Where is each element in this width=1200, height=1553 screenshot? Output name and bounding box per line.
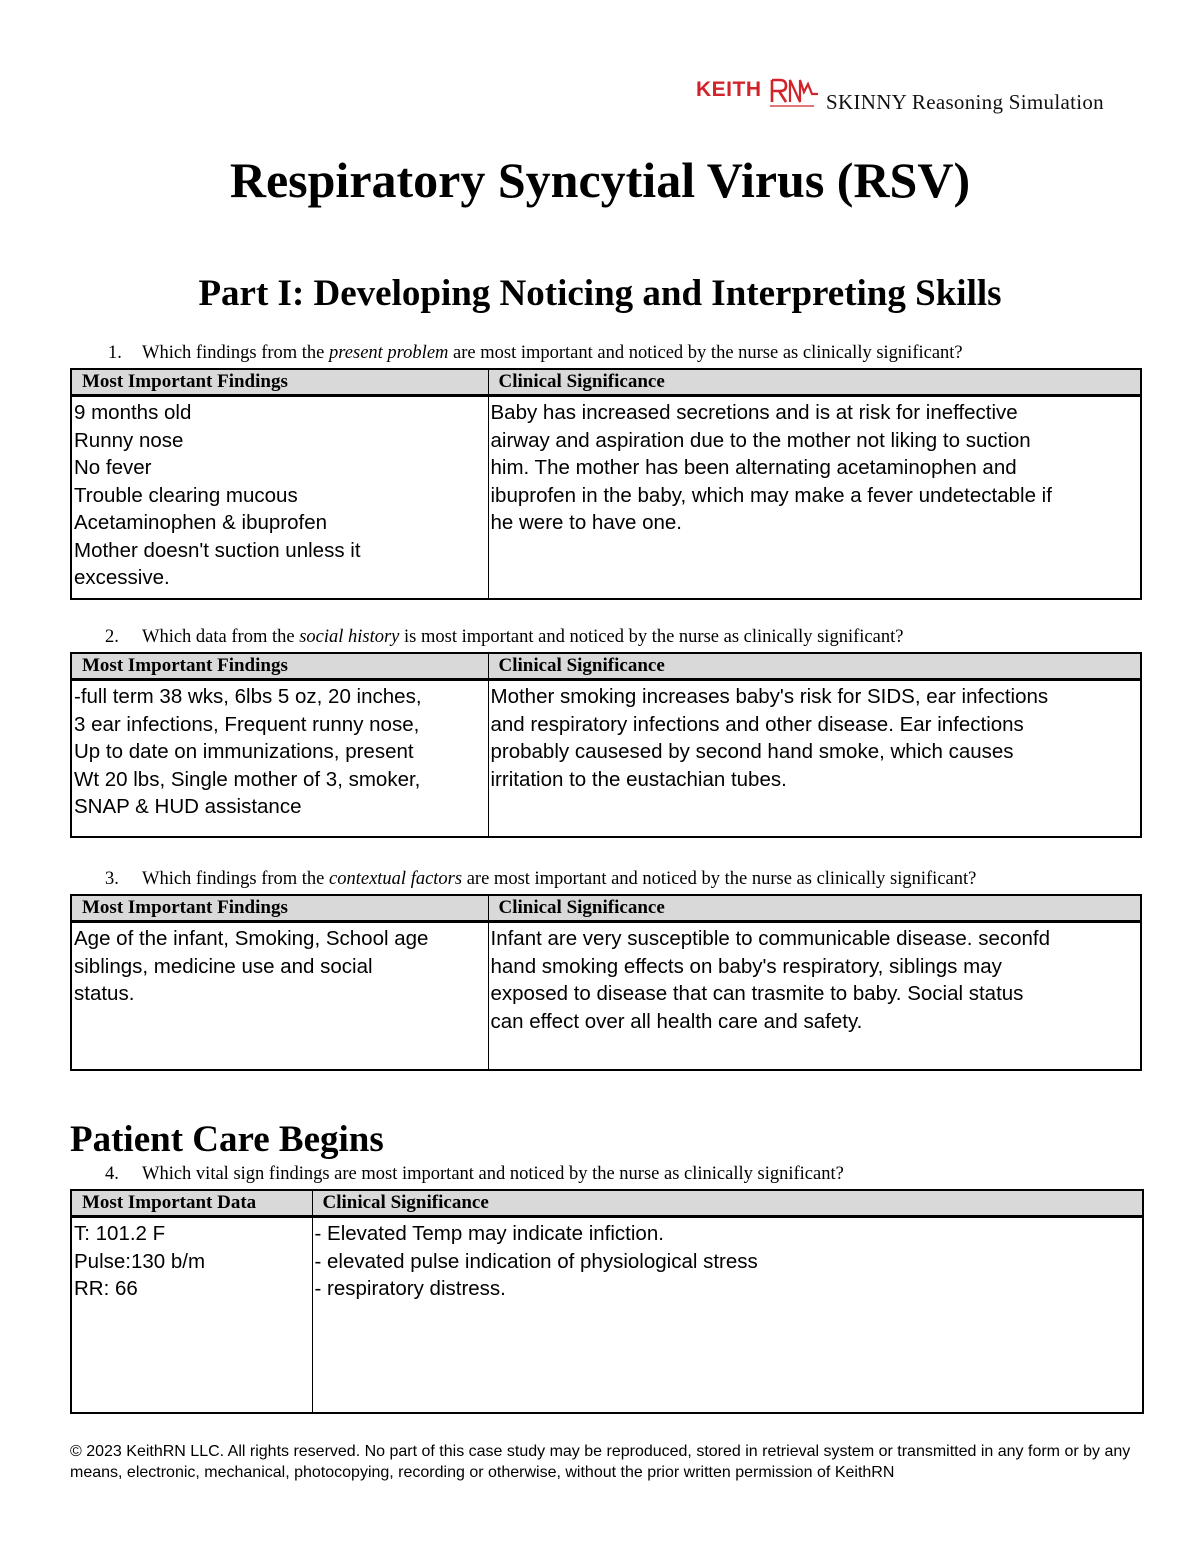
finding-line: Acetaminophen & ibuprofen — [74, 511, 328, 534]
significance-cell[interactable] — [488, 680, 1141, 837]
significance-line: Mother smoking increases baby's risk for SIDS, ear infections — [490, 685, 1049, 708]
question-text-pre: Which findings from the — [142, 343, 330, 363]
question-text-pre: Which findings from the — [142, 869, 330, 889]
finding-line: No fever — [74, 456, 152, 479]
part-title: Part I: Developing Noticing and Interpreting Skills — [198, 273, 1002, 314]
question-text-emphasis: contextual factors — [329, 869, 463, 889]
significance-line: can effect over all health care and safety. — [490, 1009, 863, 1033]
vital-signs-table — [70, 1189, 1144, 1414]
findings-cell[interactable] — [71, 396, 488, 599]
question-text-emphasis: present problem — [329, 343, 449, 363]
vital-data-cell[interactable] — [71, 1217, 312, 1413]
finding-line: 3 ear infections, Frequent runny nose, — [74, 712, 420, 736]
column-header-significance: Clinical Significance — [312, 1190, 1143, 1217]
significance-cell[interactable] — [488, 922, 1141, 1070]
question-2 — [105, 626, 903, 648]
table-header-row — [71, 369, 1141, 396]
question-text-post: are most important and noticed by the nurse as clinically significant? — [448, 343, 963, 363]
question-text: Which vital sign findings are most important and noticed by the nurse as clinically significant? — [142, 1164, 844, 1184]
question-4 — [105, 1163, 844, 1185]
question-text-emphasis: social history — [299, 627, 400, 647]
significance-line: airway and aspiration due to the mother not liking to suction — [490, 428, 1031, 452]
significance-line: exposed to disease that can trasmite to baby. Social status — [490, 982, 1024, 1005]
significance-line: - respiratory distress. — [314, 1277, 506, 1300]
brand-subtitle: SKINNY Reasoning Simulation — [826, 90, 1104, 114]
keithrn-logo-text: KEITH — [696, 78, 762, 101]
question-text-post: are most important and noticed by the nurse as clinically significant? — [462, 869, 977, 889]
question-3 — [105, 868, 976, 890]
findings-table-2 — [70, 652, 1142, 838]
significance-line: hand smoking effects on baby's respiratory, siblings may — [490, 954, 1002, 978]
column-header-significance: Clinical Significance — [488, 369, 1141, 396]
column-header-findings: Most Important Findings — [71, 653, 488, 680]
column-header-significance: Clinical Significance — [488, 653, 1141, 680]
significance-line: Infant are very susceptible to communicable disease. seconfd — [490, 927, 1050, 950]
brand-header — [696, 76, 1136, 116]
column-header-findings: Most Important Findings — [71, 369, 488, 396]
significance-line: probably causesed by second hand smoke, which causes — [490, 740, 1014, 763]
finding-line: Age of the infant, Smoking, School age — [74, 927, 429, 950]
finding-line: Trouble clearing mucous — [74, 483, 298, 507]
significance-line: irritation to the eustachian tubes. — [490, 767, 787, 791]
column-header-significance: Clinical Significance — [488, 895, 1141, 922]
significance-line: him. The mother has been alternating acetaminophen and — [490, 456, 1017, 479]
table-header-row — [71, 1190, 1143, 1217]
significance-line: - elevated pulse indication of physiological stress — [314, 1249, 758, 1273]
document-title: Respiratory Syncytial Virus (RSV) — [229, 152, 971, 208]
table-row — [71, 1217, 1143, 1413]
significance-line: ibuprofen in the baby, which may make a fever undetectable if — [490, 483, 1052, 507]
table-header-row — [71, 653, 1141, 680]
findings-cell[interactable] — [71, 680, 488, 837]
question-number: 1. — [108, 343, 122, 363]
significance-line: - Elevated Temp may indicate infiction. — [314, 1222, 664, 1245]
question-number: 4. — [105, 1164, 119, 1184]
significance-cell[interactable] — [488, 396, 1141, 599]
finding-line: Up to date on immunizations, present — [74, 740, 414, 763]
finding-line: SNAP & HUD assistance — [74, 795, 302, 818]
finding-line: Runny nose — [74, 428, 184, 452]
significance-cell[interactable] — [312, 1217, 1143, 1413]
question-text-post: is most important and noticed by the nurse as clinically significant? — [399, 627, 904, 647]
finding-line: Mother doesn't suction unless it — [74, 538, 361, 562]
table-row — [71, 922, 1141, 1070]
significance-line: Baby has increased secretions and is at risk for ineffective — [490, 401, 1018, 424]
table-row — [71, 396, 1141, 599]
significance-line: he were to have one. — [490, 511, 682, 534]
finding-line: status. — [74, 982, 135, 1005]
table-header-row — [71, 895, 1141, 922]
vital-line: RR: 66 — [74, 1277, 138, 1300]
finding-line: siblings, medicine use and social — [74, 954, 373, 978]
column-header-findings: Most Important Findings — [71, 895, 488, 922]
table-row — [71, 680, 1141, 837]
question-number: 2. — [105, 627, 119, 647]
question-1 — [108, 342, 963, 364]
finding-line: excessive. — [74, 566, 170, 589]
question-text-pre: Which data from the — [142, 627, 300, 647]
question-number: 3. — [105, 869, 119, 889]
finding-line: -full term 38 wks, 6lbs 5 oz, 20 inches, — [74, 685, 422, 708]
significance-line: and respiratory infections and other disease. Ear infections — [490, 712, 1024, 736]
keithrn-logo-icon — [770, 76, 826, 110]
vital-line: T: 101.2 F — [74, 1222, 166, 1245]
findings-table-1 — [70, 368, 1142, 600]
finding-line: Wt 20 lbs, Single mother of 3, smoker, — [74, 767, 421, 791]
section-heading: Patient Care Begins — [70, 1119, 384, 1160]
copyright-footer: © 2023 KeithRN LLC. All rights reserved. No part of this case study may be reproduced, stored in retrieval system or transmitted in any form or by any means, electronic, mechanical, photocopying, recording or otherwise, without the prior written permission of KeithRN — [70, 1443, 1131, 1481]
findings-table-3 — [70, 894, 1142, 1071]
findings-cell[interactable] — [71, 922, 488, 1070]
column-header-data: Most Important Data — [71, 1190, 312, 1217]
vital-line: Pulse:130 b/m — [74, 1249, 206, 1273]
finding-line: 9 months old — [74, 401, 192, 424]
